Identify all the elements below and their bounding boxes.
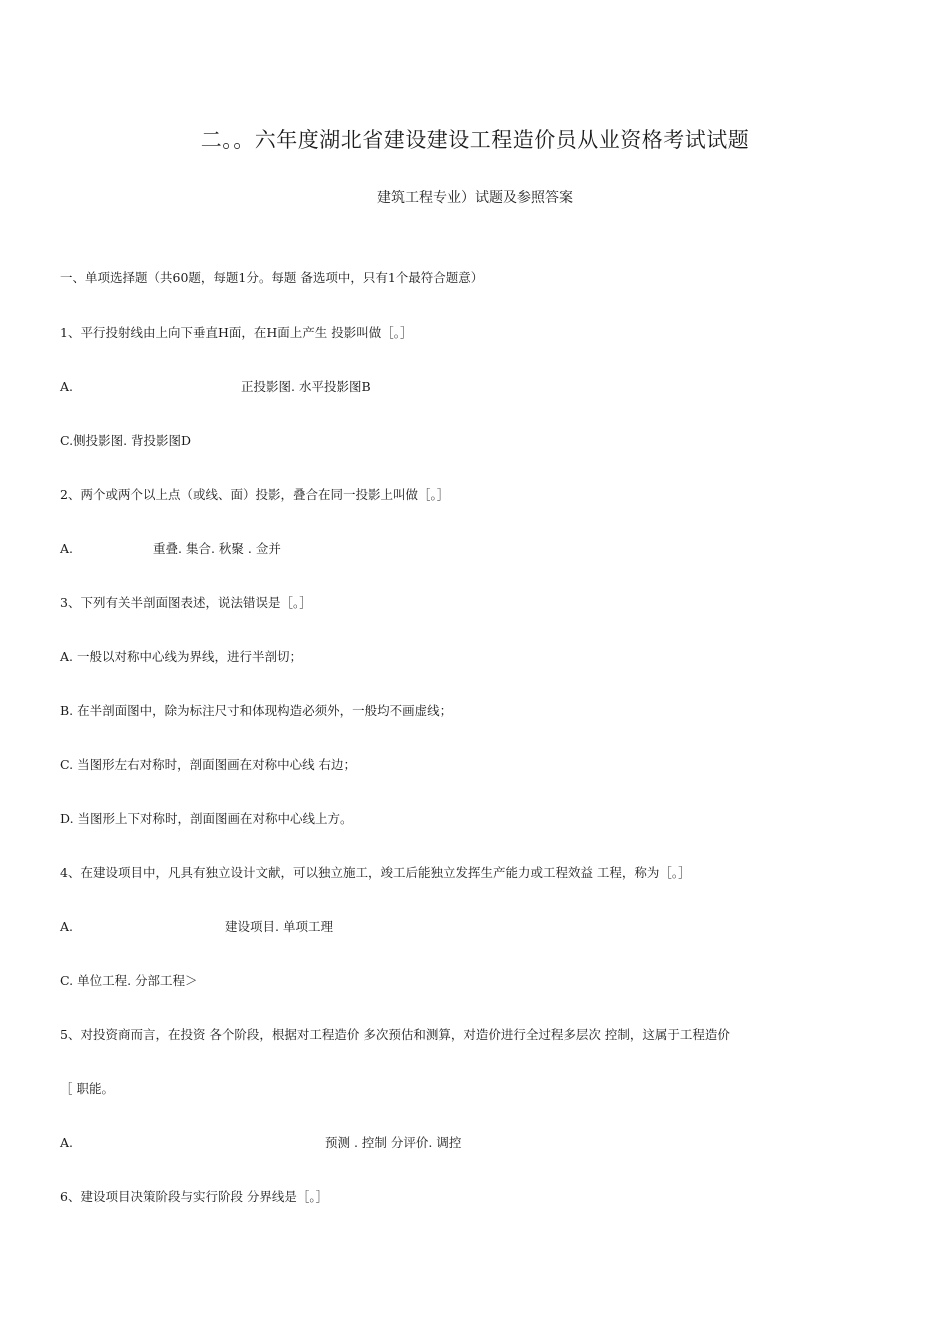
question-1-option-c: C.侧投影图. 背投影图D	[60, 433, 192, 448]
question-5-stem-continued: ［ 职能。	[60, 1081, 114, 1096]
question-3-option-a: A. 一般以对称中心线为界线，进行半剖切；	[60, 649, 302, 664]
question-3-option-c: C. 当图形左右对称时，剖面图画在对称中心线 右边；	[60, 757, 357, 772]
question-4-option-a-text: 建设项目. 单项工理	[225, 919, 333, 934]
question-5-option-a-text: 预测 . 控制 分评价. 调控	[325, 1135, 462, 1150]
question-5-stem: 5、对投资商而言，在投资 各个阶段，根据对工程造价 多次预估和测算，对造价进行全过程多层次 控制，这属于工程造价	[60, 1027, 730, 1042]
question-1-option-a-label: A.	[60, 379, 74, 394]
question-4-stem: 4、在建设项目中，凡具有独立设计文献，可以独立施工，竣工后能独立发挥生产能力或工程效益 工程，称为［。］	[60, 865, 691, 880]
question-4-option-a	[60, 919, 333, 935]
question-4-option-c: C. 单位工程. 分部工程＞	[60, 973, 198, 988]
question-5-option-a-label: A.	[60, 1135, 74, 1150]
section-heading: 一、单项选择题（共60题，每题1分。每题 备选项中，只有1个最符合题意）	[60, 270, 484, 285]
question-6-stem: 6、建设项目决策阶段与实行阶段 分界线是［。］	[60, 1189, 329, 1204]
question-1-option-a-text: 正投影图. 水平投影图B	[241, 379, 371, 394]
question-3-option-d: D. 当图形上下对称时，剖面图画在对称中心线上方。	[60, 811, 353, 826]
question-4-option-a-label: A.	[60, 919, 74, 934]
question-2-option-a-label: A.	[60, 541, 74, 556]
question-5-option-a	[60, 1135, 462, 1151]
document-subtitle: 建筑工程专业）试题及参照答案	[377, 190, 573, 206]
question-3-stem: 3、下列有关半剖面图表述，说法错误是［。］	[60, 595, 312, 610]
question-2-option-a	[60, 541, 281, 557]
document-title: 二。。六年度湖北省建设建设工程造价员从业资格考试试题	[200, 128, 750, 152]
question-2-stem: 2、两个或两个以上点（或线、面）投影，叠合在同一投影上叫做［。］	[60, 487, 450, 502]
question-1-option-a	[60, 379, 371, 395]
question-2-option-a-text: 重叠. 集合. 秋聚 . 佥并	[153, 541, 281, 556]
question-1-stem: 1、平行投射线由上向下垂直H面，在H面上产生 投影叫做［。］	[60, 325, 413, 340]
question-3-option-b: B. 在半剖面图中，除为标注尺寸和体现构造必须外，一般均不画虚线；	[60, 703, 453, 718]
